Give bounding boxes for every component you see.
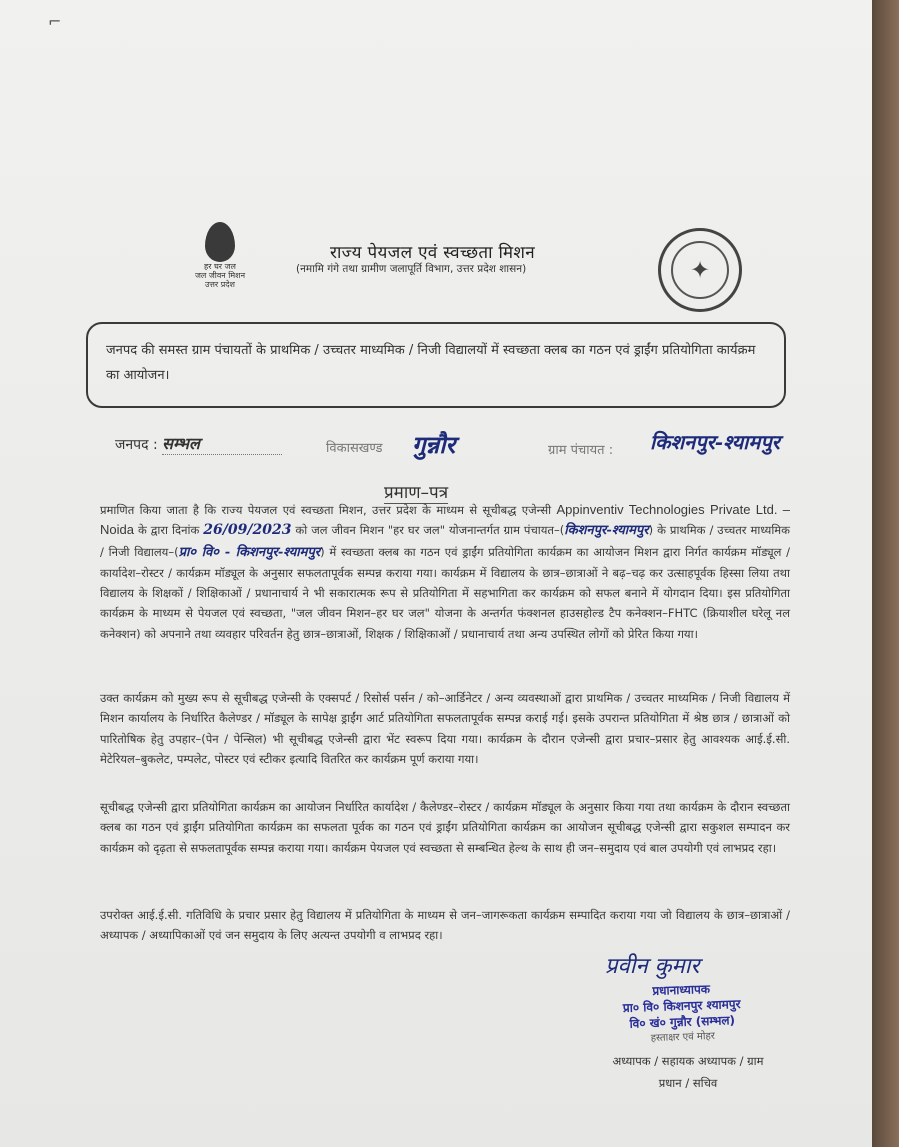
signature: प्रवीन कुमार (605, 954, 700, 979)
logo-caption-3: उत्तर प्रदेश (205, 280, 235, 289)
panchayat-label: ग्राम पंचायत : (548, 443, 614, 458)
block-label: विकासखण्ड (326, 441, 383, 456)
seal-label: हस्ताक्षर एवं मोहर (650, 1030, 716, 1045)
district-label: जनपद : (115, 437, 158, 453)
paragraph-2: उक्त कार्यक्रम को मुख्य रूप से सूचीबद्ध एजेन्सी के एक्सपर्ट / रिसोर्स पर्सन / को–आर्डिनेटर / अन्य व्यवस्थाओं द्वारा प्राथमिक / उच्चतर माध्यमिक / निजी विद्यालय में मिशन कार्यालय के निर्धारित कैलेण्डर / मॉड्यूल के सापेक्ष ड्राईंग आर्ट प्रतियोगिता सफलतापूर्वक सम्पन्न कराई गई। इसके उपरान्त प्रतियोगिता में श्रेष्ठ छात्र / छात्राओं को पारितोषिक हेतु उपहार–(पेन / पेन्सिल) भी सूचीबद्ध एजेन्सी द्वारा भेंट स्वरूप दिया गया। कार्यक्रम के दौरान एजेन्सी द्वारा प्रचार–प्रसार हेतु आवश्यक आई.ई.सी. मेटेरियल–बुकलेट, पम्पलेट, पोस्टर एवं स्टीकर इत्यादि वितरित कर कार्यक्रम पूर्ण कराया गया। (100, 691, 790, 766)
background-edge (872, 0, 899, 1147)
logo-caption-2: जल जीवन मिशन (194, 271, 246, 280)
corner-mark: ⌐ (48, 12, 62, 31)
paragraph-3: सूचीबद्ध एजेन्सी द्वारा प्रतियोगिता कार्यक्रम का आयोजन निर्धारित कार्यादेश / कैलेण्डर–रोस्टर / कार्यक्रम मॉड्यूल के अनुसार किया गया तथा कार्यक्रम के दौरान स्वच्छता क्लब का गठन एवं ड्राईंग प्रतियोगिता कार्यक्रम का सफलता पूर्वक का गठन एवं ड्राईंग प्रतियोगिता कार्यक्रम का आयोजन सूचीबद्ध एजेन्सी द्वारा सकुशल सम्पादन कर कार्यक्रम को दृढ़ता से सफलतापूर्वक सम्पन्न कराया गया। कार्यक्रम पेयजल एवं स्वच्छता से सम्बन्धित हेल्थ के साथ ही जन–समुदाय एवं बाल उपयोगी एवं लाभप्रद रहा। (100, 800, 790, 855)
paragraph-1: प्रमाणित किया जाता है कि राज्य पेयजल एवं स्वच्छता मिशन, उत्तर प्रदेश के माध्यम से सूचीबद्ध एजेन्सी Appinventiv Technologies Private Ltd. – Noida के द्वारा दिनांक 26/09/2023 को जल जीवन मिशन "हर घर जल" योजनान्तर्गत ग्राम पंचायत–(किशनपुर-श्यामपुर) के प्राथमिक / उच्चतर माध्यमिक / निजी विद्यालय–(प्रा० वि० - किशनपुर-श्यामपुर) में स्वच्छता क्लब का गठन एवं ड्राईंग प्रतियोगिता कार्यक्रम का आयोजन मिशन द्वारा निर्गत कार्यक्रम मॉड्यूल / कार्यादेश–रोस्टर / कार्यक्रम मॉड्यूल के अनुसार सफलतापूर्वक सम्पन्न कराया गया। कार्यक्रम में विद्यालय के छात्र–छात्राओं ने बढ़–चढ़ कर उत्साहपूर्वक हिस्सा लिया तथा विद्यालय के शिक्षकों / शिक्षिकाओं / प्रधानाचार्य ने भी सकारात्मक रूप से प्रतियोगिता में सहभागिता कर कार्यक्रम को सफल बनाने में योगदान दिया। इस प्रतियोगिता कार्यक्रम के माध्यम से पेयजल एवं स्वच्छता, "जल जीवन मिशन–हर घर जल" योजना के अन्तर्गत फंक्शनल हाउसहोल्ड टैप कनेक्शन–FHTC (क्रियाशील घरेलू नल कनेक्शन) को अपनाने तथा व्यवहार परिवर्तन हेतु छात्र–छात्राओं, शिक्षक / शिक्षिकाओं / प्रधानाचार्य तथा अन्य उपस्थित लोगों को प्रेरित किया गया। (100, 502, 791, 641)
org-title: राज्य पेयजल एवं स्वच्छता मिशन (330, 243, 535, 263)
district-value: सम्भल (162, 432, 282, 455)
subject-box: जनपद की समस्त ग्राम पंचायतों के प्राथमिक / उच्चतर माध्यमिक / निजी विद्यालयों में स्वच्छता क्लब का गठन एवं ड्राईंग प्रतियोगिता कार्यक्रम का आयोजन। (86, 322, 786, 408)
official-stamp: प्रधानाध्यापक प्रा० वि० किशनपुर श्यामपुर वि० खं० गुन्नौर (सम्भल) हस्ताक्षर एवं मोहर (591, 979, 773, 1049)
gram-panchayat-name: किशनपुर-श्यामपुर (564, 523, 649, 539)
paragraph-4: उपरोक्त आई.ई.सी. गतिविधि के प्रचार प्रसार हेतु विद्यालय में प्रतियोगिता के माध्यम से जन–जागरूकता कार्यक्रम सम्पादित कराया गया जो विद्यालय के छात्र–छात्राओं / अध्यापक / अध्यापिकाओं एवं जन समुदाय के लिए अत्यन्त उपयोगी व लाभप्रद रहा। (100, 908, 790, 943)
logo-caption-1: हर घर जल (204, 262, 236, 271)
designation: अध्यापक / सहायक अध्यापक / ग्राम प्रधान / सचिव (612, 1054, 764, 1090)
org-subtitle: (नमामि गंगे तथा ग्रामीण जलापूर्ति विभाग, उत्तर प्रदेश शासन) (296, 263, 527, 275)
agency-name: Appinventiv Technologies Private Ltd. – Noida (100, 502, 790, 538)
block-value: गुन्नौर (412, 430, 456, 459)
panchayat-value: किशनपुर-श्यामपुर (650, 430, 780, 454)
certificate-title: प्रमाण–पत्र (384, 480, 448, 504)
water-drop-icon (205, 222, 235, 262)
up-government-seal-icon: ✦ (658, 228, 742, 312)
har-ghar-jal-logo (188, 222, 252, 289)
school-name: प्रा० वि० - किशनपुर-श्यामपुर (178, 544, 321, 560)
program-date: 26/09/2023 (203, 522, 292, 539)
